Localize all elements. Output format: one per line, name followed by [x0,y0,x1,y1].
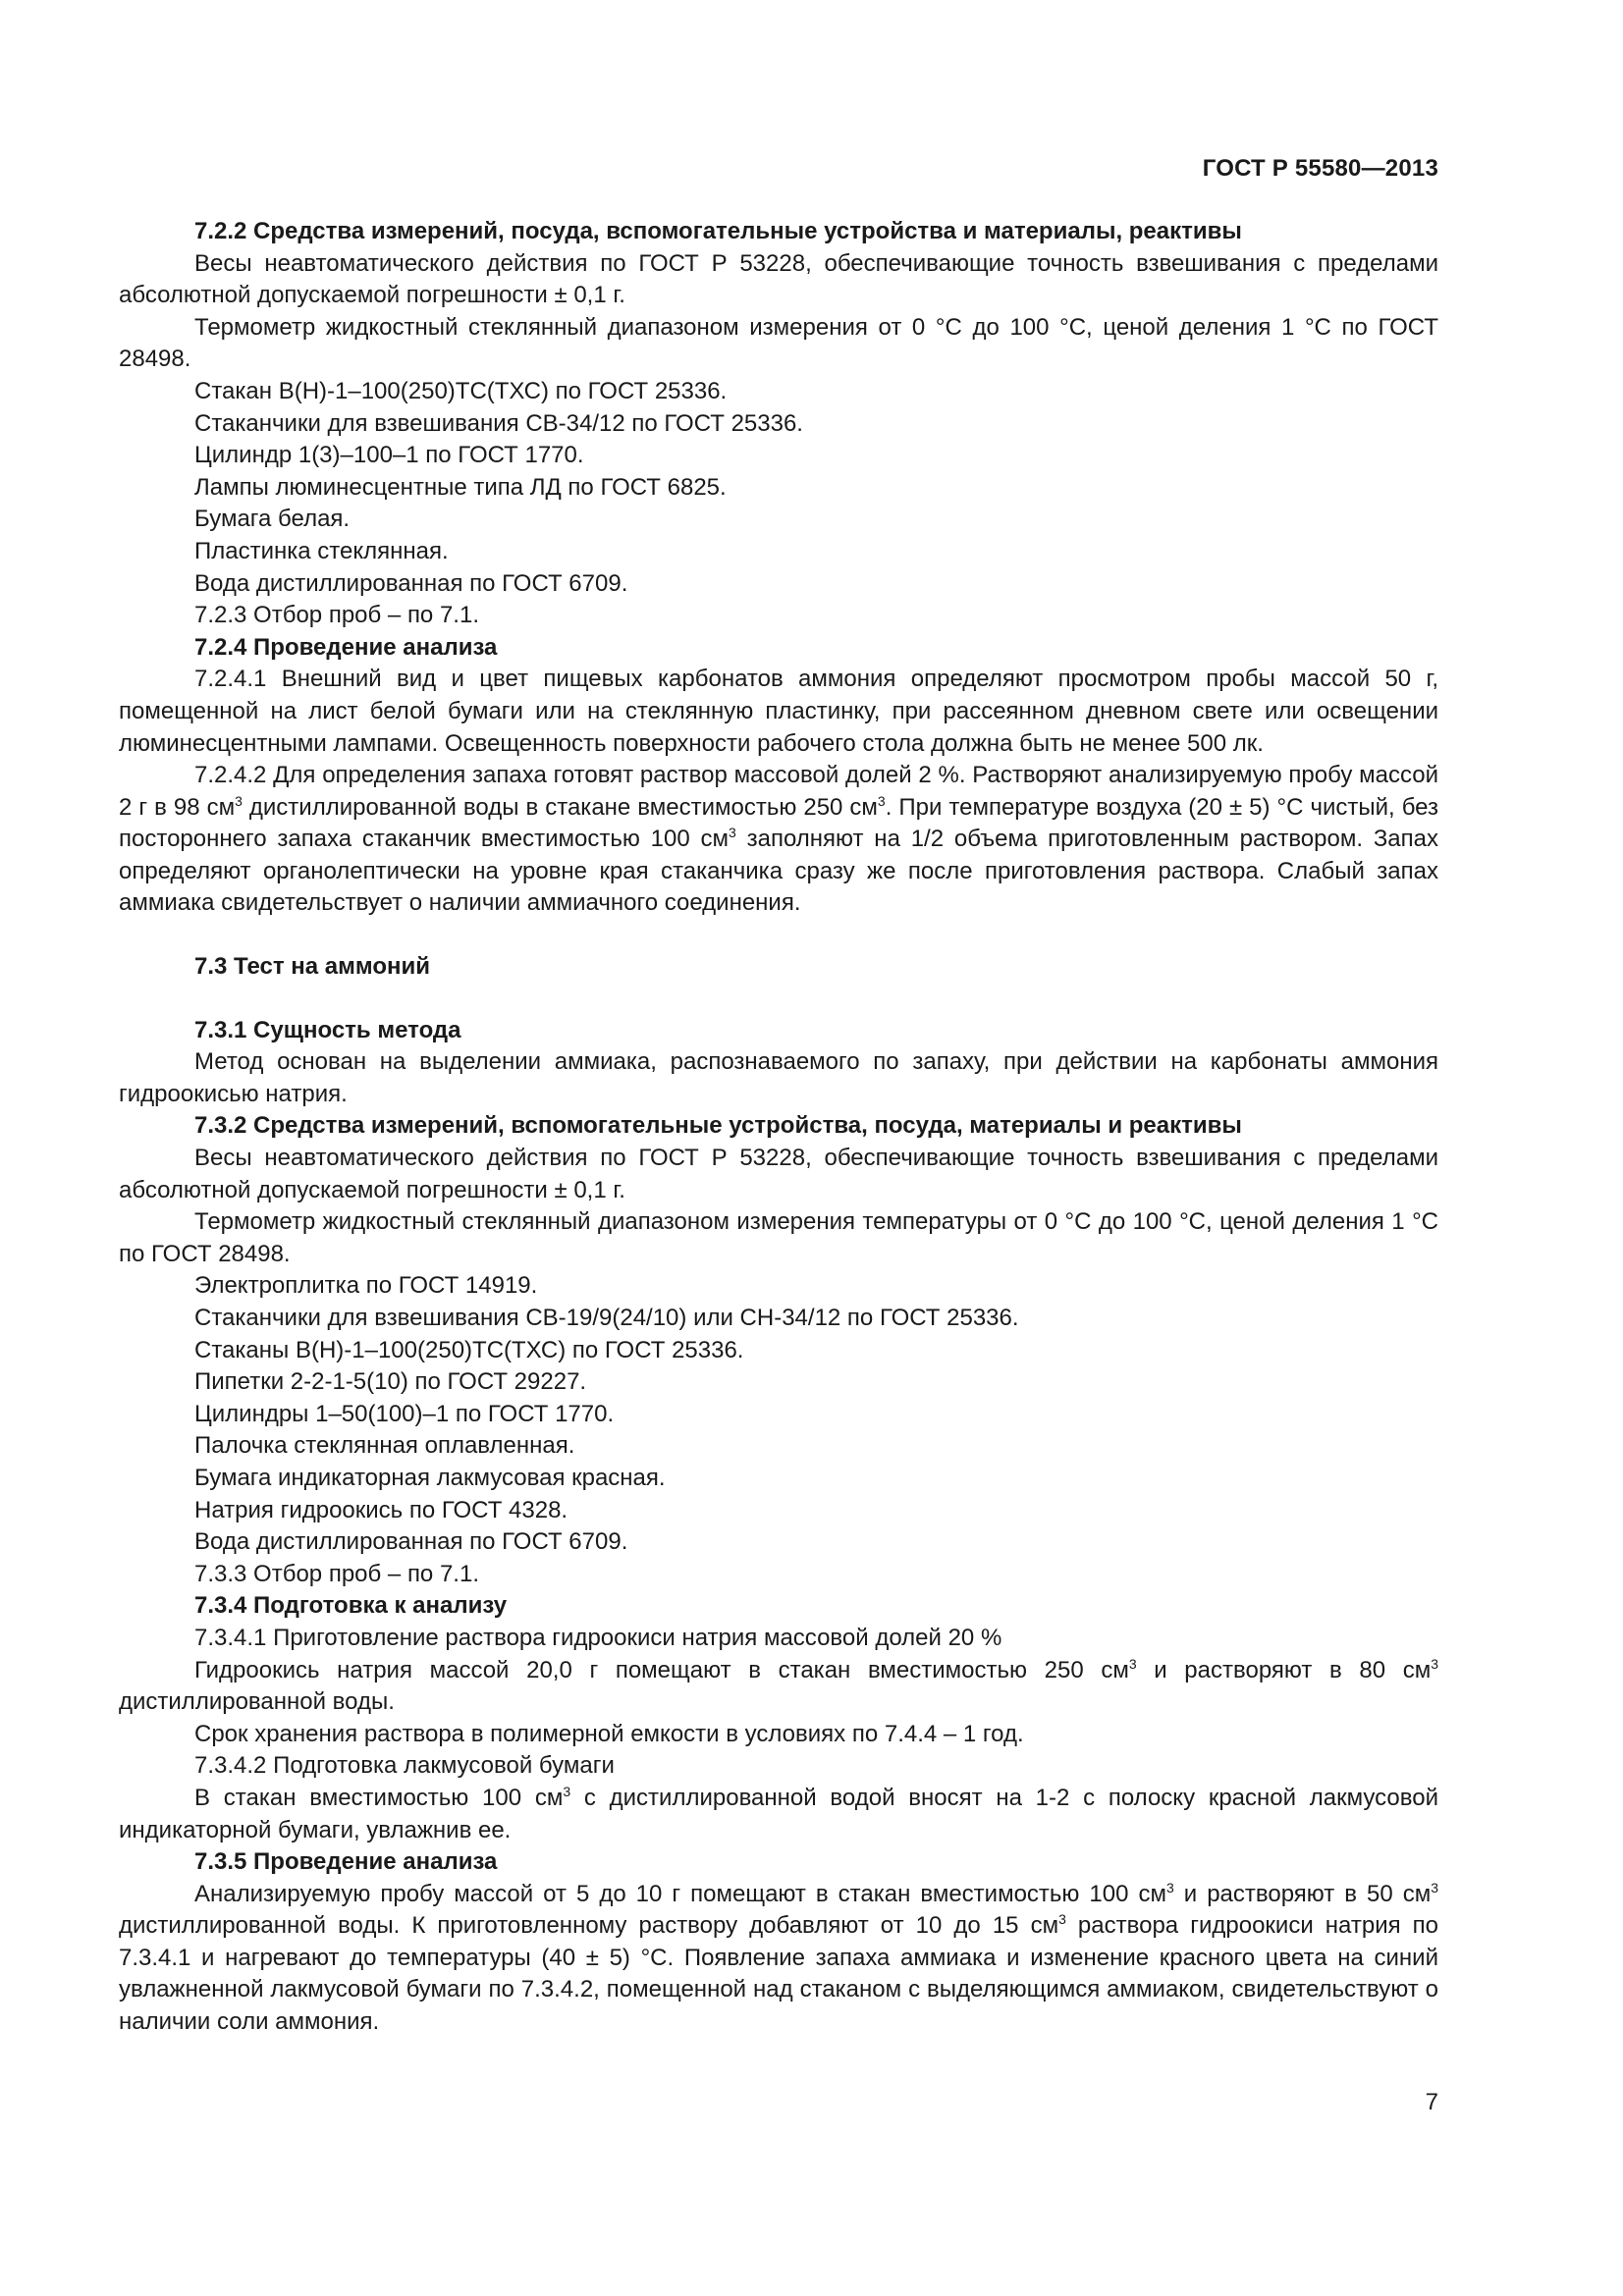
section-heading-7-3-4: 7.3.4 Подготовка к анализу [194,1592,508,1620]
section-heading-7-2-4: 7.2.4 Проведение анализа [194,633,498,661]
text-run: и растворяют в 80 см [1136,1656,1432,1683]
text-run: дистиллированной воды. К приготовленному раствору добавляют от 10 до 15 см [119,1912,1059,1940]
list-item: Палочка стеклянная оплавленная. [194,1432,575,1460]
paragraph: Весы неавтоматического действия по ГОСТ Р 53228, обеспечивающие точность взвешивания с пределами абсолютной допускаемой погрешности ± 0,1 г. [119,1145,1438,1203]
unit-superscript: 3 [235,792,243,809]
section-7-2-3: 7.2.3 Отбор проб – по 7.1. [194,602,479,629]
list-item: Бумага индикаторная лакмусовая красная. [194,1464,666,1491]
section-heading-7-3-5: 7.3.5 Проведение анализа [194,1848,498,1876]
text-run: Анализируемую пробу массой от 5 до 10 г помещают в стакан вместимостью 100 см [194,1880,1166,1907]
text-run: В стакан вместимостью 100 см [194,1784,564,1811]
unit-superscript: 3 [1058,1911,1066,1928]
paragraph: Термометр жидкостный стеклянный диапазоном измерения от 0 °С до 100 °С, ценой деления 1 °С по ГОСТ 28498. [119,313,1438,373]
document-header-id: ГОСТ Р 55580—2013 [1202,155,1438,182]
paragraph: Термометр жидкостный стеклянный диапазоном измерения температуры от 0 °С до 100 °С, ценой деления 1 °С по ГОСТ 28498. [119,1208,1438,1267]
list-item: Цилиндр 1(3)–100–1 по ГОСТ 1770. [194,442,584,469]
text-run: заполняют на 1/2 объема приготовленным раствором. Запах определяют органолептически на уровне края стаканчика сразу же после приготовления раствора. Слабый запах аммиака свидетельствует о наличии аммиачного соединения. [119,826,1439,917]
paragraph [119,760,1438,920]
list-item: Стаканы В(Н)-1–100(250)ТС(ТХС) по ГОСТ 25336. [194,1336,744,1363]
list-item: Пипетки 2-2-1-5(10) по ГОСТ 29227. [194,1368,587,1396]
list-item: Натрия гидроокись по ГОСТ 4328. [194,1496,568,1523]
text-run: с дистиллированной водой вносят на 1-2 с полоску красной лакмусовой индикаторной бумаги, увлажнив ее. [119,1784,1438,1843]
section-heading-7-3: 7.3 Тест на аммоний [194,953,431,981]
section-heading-7-3-1: 7.3.1 Сущность метода [194,1016,461,1043]
unit-superscript: 3 [1165,1879,1174,1896]
unit-superscript: 3 [1431,1655,1439,1672]
list-item: Электроплитка по ГОСТ 14919. [194,1272,538,1300]
list-item: Стакан В(Н)-1–100(250)ТС(ТХС) по ГОСТ 25336. [194,377,728,404]
text-run: раствора гидроокиси натрия по 7.3.4.1 и нагревают до температуры (40 ± 5) °С. Появление запаха аммиака и изменение красного цвета на синий увлажненной лакмусовой бумаги по 7.3.4.2, помещенной над стаканом с выделяющимся аммиаком, свидетельствуют о наличии соли аммония. [119,1912,1439,2036]
paragraph [119,1783,1438,1846]
page-number: 7 [1425,2089,1438,2115]
list-item: Лампы люминесцентные типа ЛД по ГОСТ 6825. [194,473,727,501]
text-run: 7.2.4.2 Для определения запаха готовят раствор массовой долей 2 %. Растворяют анализируемую пробу массой 2 г в 98 см [119,762,1438,821]
unit-superscript: 3 [729,825,736,841]
list-item: Стаканчики для взвешивания СВ-19/9(24/10) или СН-34/12 по ГОСТ 25336. [194,1305,1019,1331]
list-item: Цилиндры 1–50(100)–1 по ГОСТ 1770. [194,1400,615,1427]
paragraph: Весы неавтоматического действия по ГОСТ Р 53228, обеспечивающие точность взвешивания с пределами абсолютной допускаемой погрешности ± 0,1 г. [119,249,1438,309]
section-7-3-3: 7.3.3 Отбор проб – по 7.1. [194,1560,479,1587]
paragraph: Метод основан на выделении аммиака, распознаваемого по запаху, при действии на карбонаты аммония гидроокисью натрия. [119,1048,1438,1107]
paragraph [119,1655,1438,1719]
text-run: дистиллированной воды. [119,1688,395,1716]
text-run: и растворяют в 50 см [1173,1880,1432,1907]
unit-superscript: 3 [563,1783,571,1799]
document-body [119,216,1438,2039]
section-heading-7-3-2: 7.3.2 Средства измерений, вспомогательные устройства, посуда, материалы и реактивы [194,1112,1242,1140]
text-run: дистиллированной воды в стакане вместимостью 250 см [242,793,878,821]
list-item: Пластинка стеклянная. [194,537,449,564]
unit-superscript: 3 [1431,1879,1439,1896]
unit-superscript: 3 [877,792,886,809]
unit-superscript: 3 [1128,1655,1137,1672]
paragraph: 7.3.4.2 Подготовка лакмусовой бумаги [194,1752,615,1780]
list-item: Бумага белая. [194,506,351,533]
text-run: Гидроокись натрия массой 20,0 г помещают в стакан вместимостью 250 см [194,1656,1129,1683]
paragraph: 7.2.4.1 Внешний вид и цвет пищевых карбонатов аммония определяют просмотром пробы массой 50 г, помещенной на лист белой бумаги или на стеклянную пластинку, при рассеянном дневном свете или освещении люминесцентными лампами. Освещенность поверхности рабочего стола должна быть не менее 500 лк. [119,666,1438,757]
list-item: Вода дистиллированная по ГОСТ 6709. [194,569,628,597]
text-run: . При температуре воздуха (20 ± 5) °С чистый, без постороннего запаха стаканчик вместимостью 100 см [119,793,1438,853]
paragraph: Срок хранения раствора в полимерной емкости в условиях по 7.4.4 – 1 год. [194,1720,1024,1747]
paragraph [119,1879,1438,2039]
list-item: Стаканчики для взвешивания СВ-34/12 по ГОСТ 25336. [194,409,803,437]
section-heading-7-2-2: 7.2.2 Средства измерений, посуда, вспомогательные устройства и материалы, реактивы [194,218,1242,244]
paragraph: 7.3.4.1 Приготовление раствора гидроокиси натрия массовой долей 20 % [194,1624,1002,1651]
list-item: Вода дистиллированная по ГОСТ 6709. [194,1528,628,1556]
